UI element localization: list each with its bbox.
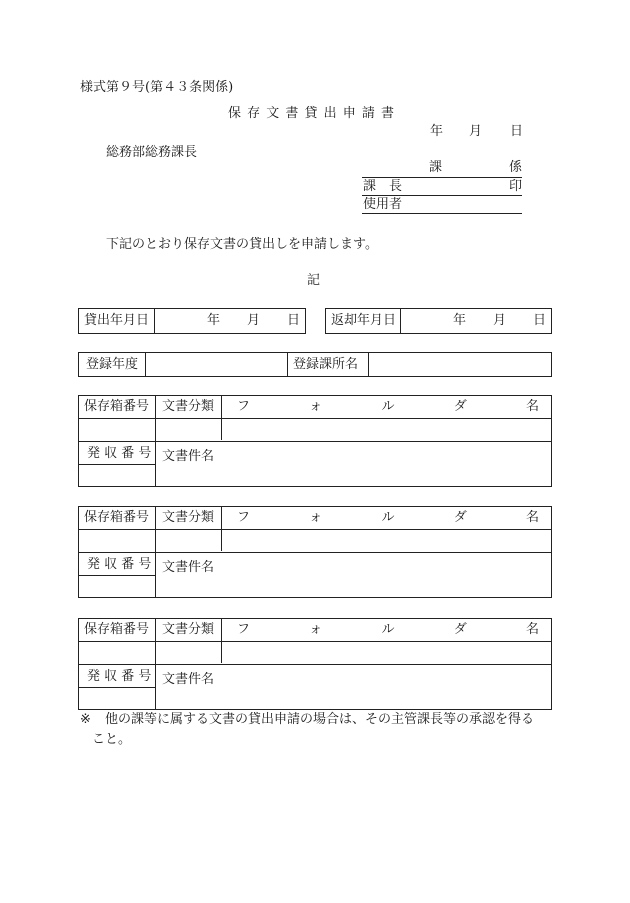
chief-underline — [362, 195, 522, 196]
registration-box — [78, 352, 552, 377]
section-underline — [362, 177, 522, 178]
return-date-month: 月 — [493, 313, 507, 328]
lend-date-day: 日 — [287, 313, 301, 328]
seal-mark: 印 — [509, 179, 523, 194]
box-number-label: 保存箱番号 — [84, 510, 150, 525]
chief-label: 課 長 — [363, 179, 403, 194]
lend-date-month: 月 — [247, 313, 261, 328]
doc-number-label: 発 収 番 号 — [87, 446, 152, 461]
date-year: 年 — [430, 124, 444, 139]
document-table — [78, 395, 552, 487]
box-number-label: 保存箱番号 — [84, 622, 150, 637]
form-number: 様式第９号(第４３条関係) — [80, 80, 234, 95]
addressee: 総務部総務課長 — [106, 145, 198, 160]
lend-date-box — [78, 308, 306, 334]
doc-number-label: 発 収 番 号 — [87, 557, 152, 572]
category-label: 文書分類 — [162, 622, 215, 637]
folder-name-label: フ ォ ル ダ 名 — [237, 510, 539, 525]
registration-section-label: 登録課所名 — [293, 357, 359, 372]
document-table — [78, 506, 552, 598]
return-date-box — [325, 308, 552, 334]
intro-text: 下記のとおり保存文書の貸出しを申請します。 — [106, 237, 378, 252]
doc-title-label: 文書件名 — [162, 560, 215, 575]
user-label: 使用者 — [363, 197, 403, 212]
date-month: 月 — [469, 124, 483, 139]
folder-name-label: フ ォ ル ダ 名 — [237, 622, 539, 637]
box-number-label: 保存箱番号 — [84, 399, 150, 414]
return-date-day: 日 — [533, 313, 547, 328]
section-label: 課 — [429, 160, 443, 175]
date-day: 日 — [510, 124, 524, 139]
lend-date-year: 年 — [207, 313, 221, 328]
doc-title-label: 文書件名 — [162, 672, 215, 687]
unit-label: 係 — [509, 160, 523, 175]
lend-date-label: 貸出年月日 — [84, 313, 150, 328]
category-label: 文書分類 — [162, 510, 215, 525]
page-title: 保 存 文 書 貸 出 申 請 書 — [228, 106, 396, 121]
ki-heading: 記 — [307, 273, 321, 288]
return-date-year: 年 — [453, 313, 467, 328]
note-mark: ※ — [80, 712, 91, 727]
registration-year-label: 登録年度 — [86, 357, 139, 372]
doc-title-label: 文書件名 — [162, 449, 215, 464]
return-date-label: 返却年月日 — [331, 313, 397, 328]
folder-name-label: フ ォ ル ダ 名 — [237, 399, 539, 414]
doc-number-label: 発 収 番 号 — [87, 669, 152, 684]
document-table — [78, 618, 552, 710]
note-text: 他の課等に属する文書の貸出申請の場合は、その主管課長等の承認を得る — [105, 712, 535, 727]
category-label: 文書分類 — [162, 399, 215, 414]
user-underline — [362, 213, 522, 214]
note-text-continued: こと。 — [92, 732, 132, 747]
